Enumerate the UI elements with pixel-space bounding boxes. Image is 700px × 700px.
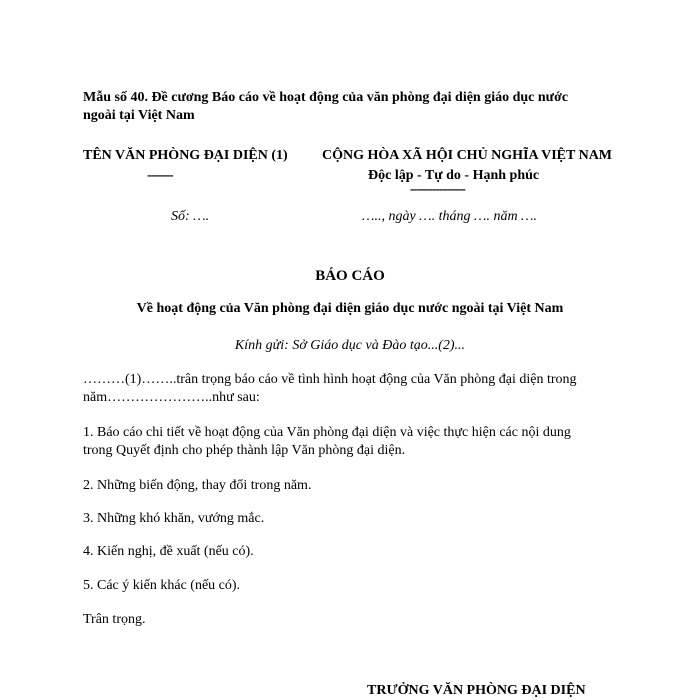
item-1-line-1: 1. Báo cáo chi tiết về hoạt động của Văn phòng đại diện và việc thực hiện các nội dung: [83, 425, 571, 440]
intro-paragraph: [83, 371, 623, 407]
intro-line-1: ………(1)……..trân trọng báo cáo về tình hình hoạt động của Văn phòng đại diện trong: [83, 372, 577, 387]
report-subtitle: Về hoạt động của Văn phòng đại diện giáo dục nước ngoài tại Việt Nam: [136, 301, 564, 316]
item-2: 2. Những biến động, thay đổi trong năm.: [83, 478, 312, 493]
form-title-line-1: Mẫu số 40. Đề cương Báo cáo về hoạt động của văn phòng đại diện giáo dục nước: [83, 90, 569, 105]
intro-line-2: năm…………………..như sau:: [83, 390, 260, 405]
item-5: 5. Các ý kiến khác (nếu có).: [83, 578, 241, 593]
document-number: Số: ….: [171, 209, 210, 224]
form-title-line-2: ngoài tại Việt Nam: [83, 108, 195, 123]
item-1: [83, 424, 623, 460]
item-3: 3. Những khó khăn, vướng mắc.: [83, 511, 265, 526]
office-name-rule: -------: [147, 168, 173, 183]
place-and-date: ….., ngày …. tháng …. năm ….: [362, 209, 538, 224]
report-title: BÁO CÁO: [315, 268, 385, 284]
motto-rule: ---------------: [410, 182, 465, 197]
addressee: Kính gửi: Sở Giáo dục và Đào tạo...(2)...: [234, 338, 466, 353]
item-4: 4. Kiến nghị, đề xuất (nếu có).: [83, 544, 254, 559]
national-motto: Độc lập - Tự do - Hạnh phúc: [368, 168, 540, 183]
office-name: TÊN VĂN PHÒNG ĐẠI DIỆN (1): [83, 148, 288, 163]
closing: Trân trọng.: [83, 612, 146, 627]
form-title: [83, 89, 623, 125]
state-name: CỘNG HÒA XÃ HỘI CHỦ NGHĨA VIỆT NAM: [322, 148, 613, 163]
signer-title: TRƯỞNG VĂN PHÒNG ĐẠI DIỆN: [367, 683, 586, 698]
item-1-line-2: trong Quyết định cho phép thành lập Văn phòng đại diện.: [83, 443, 406, 458]
